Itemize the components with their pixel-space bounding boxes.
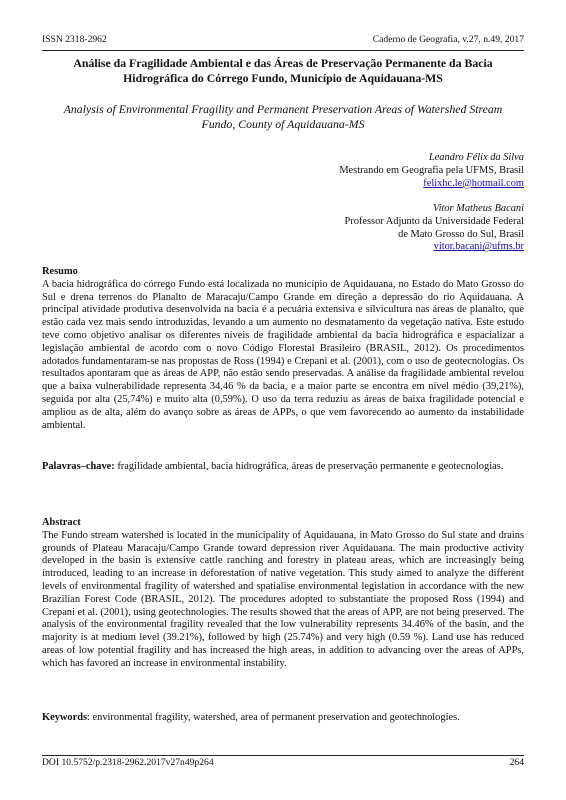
footer-rule (42, 755, 524, 756)
author-email-link[interactable]: vitor.bacani@ufms.br (433, 241, 524, 253)
author-block-1 (339, 152, 524, 190)
author-block-2 (345, 203, 525, 254)
resumo-section (42, 266, 524, 432)
header-rule (42, 50, 524, 51)
title-english: Analysis of Environmental Fragility and Permanent Preservation Areas of Watershed Stream Fundo, County of Aquidauana-MS (63, 102, 503, 131)
keywords-separator: : (87, 712, 90, 723)
palavras-chave-paragraph (42, 461, 524, 474)
resumo-heading: Resumo (42, 266, 78, 277)
keywords-label: Keywords (42, 712, 88, 723)
palavras-chave-text: fragilidade ambiental, bacia hidrográfica, áreas de preservação permanente e geotecnologias. (117, 461, 504, 472)
keywords-paragraph (42, 712, 524, 725)
issn-text: ISSN 2318-2962 (42, 34, 107, 45)
doi-text: DOI 10.5752/p.2318-2962.2017v27n49p264 (42, 757, 214, 768)
author-affiliation: Professor Adjunto da Universidade Federal (344, 215, 524, 227)
abstract-text: The Fundo stream watershed is located in the municipality of Aquidauana, in Mato Grosso do Sul state and drains grounds of Plateau Maracaju/Campo Grande toward depression river Aquidauana. The main productive activity developed in the basin is extensive cattle ranching and forestry in plateau areas, which are increasingly being introduced, leading to an increase in deforestation of native vegetation. This study aimed to analyze the different levels of environmental fragility of watershed and spatialise environmental legislation in accordance with the new Brazilian Forest Code (BRASIL, 2012). The procedures adopted to substantiate the proposed Ross (1994) and Crepani et al. (2001), using geotechnologies. The results showed that the areas of APP, are not being preserved. The analysis of the environmental fragility revealed that the low vulnerability represents 34.46% of the basin, and the majority is at medium level (39.21%), followed by high (25.74%) and very high (0.59 %). Land use has reduced areas of low potential fragility and has increased the high areas, in addition to advancing over the areas of APPs, which has favored an increase in environmental instability. (42, 529, 524, 669)
title-portuguese: Análise da Fragilidade Ambiental e das Áreas de Preservação Permanente da Bacia Hidrográfica do Córrego Fundo, Município de Aquidauana-MS (73, 56, 493, 85)
keywords-text: environmental fragility, watershed, area of permanent preservation and geotechnologies. (92, 712, 460, 723)
author-affiliation: Mestrando em Geografia pela UFMS, Brasil (339, 164, 524, 176)
palavras-chave-section (42, 461, 524, 474)
author-email-link[interactable]: felixhc.le@hotmail.com (423, 177, 524, 189)
abstract-heading: Abstract (42, 517, 81, 528)
author-name: Vitor Matheus Bacani (433, 203, 524, 214)
author-affiliation: de Mato Grosso do Sul, Brasil (398, 228, 524, 240)
palavras-chave-label: Palavras–chave: (42, 461, 115, 472)
author-name: Leandro Félix da Silva (428, 152, 524, 163)
resumo-text: A bacia hidrográfica do córrego Fundo está localizada no município de Aquidauana, no Estado do Mato Grosso do Sul e drena terrenos do Planalto de Maracaju/Campo Grande em direção a depressão do rio Aquidauana. A principal atividade produtiva desenvolvida na bacia é a pecuária extensiva e silvicultura nas áreas de planalto, que estão cada vez mais sendo introduzidas, levando a um aumento no desmatamento da vegetação nativa. Este estudo teve como objetivo analisar os diferentes níveis de fragilidade ambiental da bacia hidrográfica e espacializar a legislação ambiental de acordo com o novo Código Florestal Brasileiro (BRASIL, 2012). Os procedimentos adotados fundamentaram-se nas propostas de Ross (1994) e Crepani et al. (2001), com o uso de geotecnologias. Os resultados apontaram que as áreas de APP, não estão sendo preservadas. A análise da fragilidade ambiental revelou que a baixa vulnerabilidade representa 34,46 % da bacia, e a maior parte se encontra em nível médio (39,21%), seguida por alta (25,74%) e muito alta (0,59%). O uso da terra reduziu as áreas de baixa fragilidade potencial e ampliou as de alta, além do avanço sobre as áreas de APPs, o que vem favorecendo ao aumento da instabilidade ambiental. (42, 278, 524, 431)
keywords-section (42, 712, 524, 725)
abstract-section (42, 517, 524, 671)
journal-citation: Caderno de Geografia, v.27, n.49, 2017 (372, 34, 524, 45)
running-header (42, 34, 524, 48)
page-number: 264 (509, 757, 524, 768)
running-footer (42, 757, 524, 771)
